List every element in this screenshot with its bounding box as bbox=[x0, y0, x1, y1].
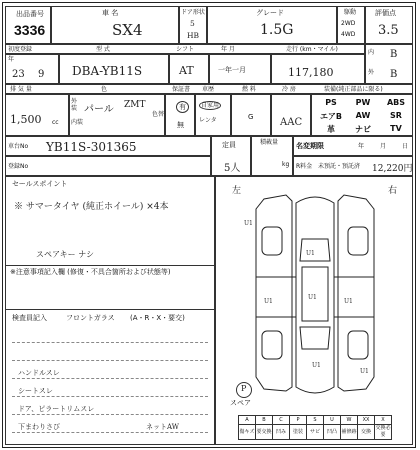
owner-label: 車歴 bbox=[202, 86, 215, 93]
car-diagram bbox=[216, 177, 413, 407]
equip-cell bbox=[311, 94, 413, 136]
mark-3: U1 bbox=[264, 298, 273, 305]
note-line-5 bbox=[12, 414, 208, 415]
meigi-month: 月 bbox=[380, 143, 387, 150]
equip-leather: 革 bbox=[327, 125, 335, 134]
interior-label: 内 bbox=[368, 49, 375, 56]
doors-label: ドア形状 bbox=[181, 9, 205, 16]
reg-no-cell bbox=[5, 156, 211, 176]
legend-xx-desc: 交換 bbox=[358, 425, 375, 440]
row2-header bbox=[5, 44, 365, 54]
right-label: 右 bbox=[388, 186, 398, 196]
caution-label: ※注意事項記入欄 (修復・不具合箇所および状態等) bbox=[10, 268, 171, 276]
drive-2wd: 2WD bbox=[341, 20, 356, 27]
legend-c-desc: 凹み bbox=[273, 425, 290, 440]
legend-a-desc: 傷キズ bbox=[239, 425, 256, 440]
sales-point-label: セールスポイント bbox=[12, 180, 68, 188]
load-cell bbox=[251, 136, 293, 176]
diagram-panel bbox=[215, 176, 413, 445]
legend-x: X bbox=[375, 416, 392, 425]
recycle-cell bbox=[293, 156, 413, 176]
displacement-value: 1,500 bbox=[10, 113, 42, 126]
tax-label: R料金 bbox=[296, 163, 313, 170]
mileage-label: 走行 (km・マイル) bbox=[286, 46, 338, 53]
note-text-4: 下まわりさび bbox=[18, 423, 60, 431]
lot-number: 3336 bbox=[14, 22, 46, 38]
shift-value: AT bbox=[179, 64, 194, 77]
mark-1: U1 bbox=[244, 220, 253, 227]
legend-b: B bbox=[256, 416, 273, 425]
recycle-value: 12,220円 bbox=[372, 164, 413, 174]
score-cell bbox=[365, 6, 413, 44]
year-month-cell bbox=[209, 54, 271, 84]
capacity-label: 定員 bbox=[222, 141, 236, 149]
score-value: 3.5 bbox=[378, 23, 399, 38]
note-text-4-right: ネットAW bbox=[146, 423, 179, 431]
equip-sr: SR bbox=[390, 111, 402, 120]
mileage-cell bbox=[271, 54, 365, 84]
owner-option-1: 自家用 bbox=[201, 102, 220, 109]
spare-label: スペア bbox=[230, 399, 251, 407]
vin-label: 車台No bbox=[8, 143, 29, 150]
note-line-4 bbox=[12, 396, 208, 397]
doors-cell bbox=[179, 6, 207, 44]
ac-value: AAC bbox=[280, 117, 303, 128]
owner-option-2: レンタ bbox=[199, 117, 217, 124]
legend-p: P bbox=[290, 416, 307, 425]
equip-airbag: エアB bbox=[319, 112, 343, 121]
drive-cell bbox=[337, 6, 365, 44]
reg-no-label: 登録No bbox=[8, 163, 29, 170]
grade-label: グレード bbox=[256, 9, 284, 17]
meigi-day: 日 bbox=[402, 143, 409, 150]
lot-label: 出品番号 bbox=[16, 10, 44, 18]
inspection-divider bbox=[6, 309, 215, 310]
fuel-value: G bbox=[248, 113, 254, 121]
meigi-cell bbox=[293, 136, 413, 156]
lot-number-cell bbox=[5, 6, 51, 44]
warranty-no: 無 bbox=[177, 121, 184, 129]
equip-abs: ABS bbox=[386, 98, 406, 107]
mark-7: U1 bbox=[360, 368, 369, 375]
caution-divider bbox=[6, 265, 215, 266]
doors-value: 5 bbox=[190, 19, 195, 28]
shift-cell bbox=[169, 54, 209, 84]
mark-6: U1 bbox=[312, 362, 321, 369]
legend-w: W bbox=[341, 416, 358, 425]
tax-status: 未預託・預託済 bbox=[318, 163, 361, 170]
equip-aw: AW bbox=[355, 111, 371, 120]
first-reg-cell bbox=[5, 54, 59, 84]
int-ext-cell bbox=[365, 44, 413, 84]
spare-mark: P bbox=[241, 384, 247, 393]
year-label: 年 bbox=[8, 56, 15, 63]
ac-label: 冷 房 bbox=[282, 86, 296, 93]
year-month-label: 年 月 bbox=[221, 46, 235, 53]
displacement-label: 排 気 量 bbox=[10, 86, 32, 93]
note-line-2 bbox=[12, 360, 208, 361]
exterior-label: 外 bbox=[368, 69, 375, 76]
legend-u-desc: 凹凸 bbox=[324, 425, 341, 440]
capacity-cell bbox=[211, 136, 251, 176]
reg-month: 9 bbox=[38, 69, 45, 80]
legend-x-desc: 交換必要 bbox=[375, 425, 391, 438]
equip-pw: PW bbox=[355, 98, 371, 107]
exterior-value: B bbox=[390, 69, 398, 80]
note-text-2: シートスレ bbox=[18, 387, 53, 395]
body-type: HB bbox=[187, 31, 200, 40]
year-month-value: 一年一月 bbox=[218, 66, 246, 74]
color-label: 色 bbox=[101, 86, 108, 93]
legend-c: C bbox=[273, 416, 290, 425]
meigi-year: 年 bbox=[358, 143, 365, 150]
color-change-label: 色替 bbox=[152, 111, 165, 118]
equip-tv: TV bbox=[390, 124, 402, 133]
fuel-label: 燃 料 bbox=[242, 86, 256, 93]
score-label: 評価点 bbox=[375, 9, 396, 17]
legend-b-desc: 要交換 bbox=[256, 425, 273, 440]
ext-color-value: パール bbox=[84, 104, 114, 115]
model-label: 型 式 bbox=[96, 46, 110, 53]
legend-xx: XX bbox=[358, 416, 375, 425]
mileage-value: 117,180 bbox=[288, 66, 334, 79]
note-line-6 bbox=[12, 432, 208, 433]
windshield-label: フロントガラス bbox=[66, 314, 115, 322]
inspection-label: 検査員記入 bbox=[12, 314, 47, 322]
capacity-value: 5人 bbox=[224, 163, 241, 174]
load-label: 積載量 bbox=[260, 139, 279, 146]
reg-year: 23 bbox=[12, 69, 25, 80]
legend-u: U bbox=[324, 416, 341, 425]
warranty-label: 保証書 bbox=[172, 86, 191, 93]
note-text-1: ハンドルスレ bbox=[18, 369, 60, 377]
displacement-cell bbox=[5, 94, 69, 136]
warranty-cell bbox=[165, 94, 195, 136]
note-text-3: ドア、ピラートリムスレ bbox=[18, 405, 95, 413]
notes-panel bbox=[5, 176, 215, 445]
fuel-cell bbox=[231, 94, 271, 136]
warranty-yes: 有 bbox=[176, 101, 189, 113]
damage-legend bbox=[238, 415, 392, 440]
meigi-label: 名変期限 bbox=[296, 142, 324, 150]
note-line-1 bbox=[12, 342, 208, 343]
owner-cell bbox=[195, 94, 231, 136]
sales-point-1: ※ サマータイヤ (純正ホイール) ×4本 bbox=[14, 202, 169, 212]
vin-value: YB11S-301365 bbox=[46, 140, 137, 154]
left-label: 左 bbox=[232, 186, 242, 196]
car-name-label: 車 名 bbox=[102, 9, 119, 17]
drive-label: 駆動 bbox=[344, 9, 357, 16]
sales-point-2: スペアキー ナシ bbox=[36, 250, 95, 259]
car-name-cell bbox=[51, 6, 179, 44]
displacement-unit: cc bbox=[52, 119, 59, 126]
shift-label: シフト bbox=[176, 46, 195, 53]
legend-p-desc: 塗装 bbox=[290, 425, 307, 440]
equip-navi: ナビ bbox=[355, 125, 371, 134]
grade-value: 1.5G bbox=[260, 22, 294, 38]
vin-cell bbox=[5, 136, 211, 156]
legend-a: A bbox=[239, 416, 256, 425]
grade-cell bbox=[207, 6, 337, 44]
windshield-options: (A・R・X・要交) bbox=[130, 314, 185, 322]
legend-s: S bbox=[307, 416, 324, 425]
int-color-label: 内装 bbox=[71, 119, 84, 126]
load-unit: kg bbox=[282, 161, 290, 168]
spare-tire-mark bbox=[236, 382, 252, 398]
color-code: ZMT bbox=[124, 100, 146, 110]
ext-color-label: 外装 bbox=[71, 98, 78, 112]
interior-value: B bbox=[390, 49, 398, 60]
auction-sheet bbox=[2, 2, 416, 448]
mark-4: U1 bbox=[344, 298, 353, 305]
first-reg-label: 初度登録 bbox=[8, 46, 33, 53]
legend-s-desc: サビ bbox=[307, 425, 324, 440]
note-line-3 bbox=[12, 378, 208, 379]
row3-header bbox=[5, 84, 413, 94]
drive-4wd: 4WD bbox=[341, 31, 356, 38]
equip-ps: PS bbox=[325, 98, 337, 107]
car-name: SX4 bbox=[112, 21, 143, 39]
model-code: DBA-YB11S bbox=[72, 64, 143, 78]
ac-cell bbox=[271, 94, 311, 136]
mark-5: U1 bbox=[308, 294, 317, 301]
equip-label: 装備(純正部品に限る) bbox=[324, 86, 383, 93]
model-cell bbox=[59, 54, 169, 84]
mark-2: U1 bbox=[306, 250, 315, 257]
color-cell bbox=[69, 94, 165, 136]
legend-w-desc: 補修跡 bbox=[341, 425, 358, 440]
